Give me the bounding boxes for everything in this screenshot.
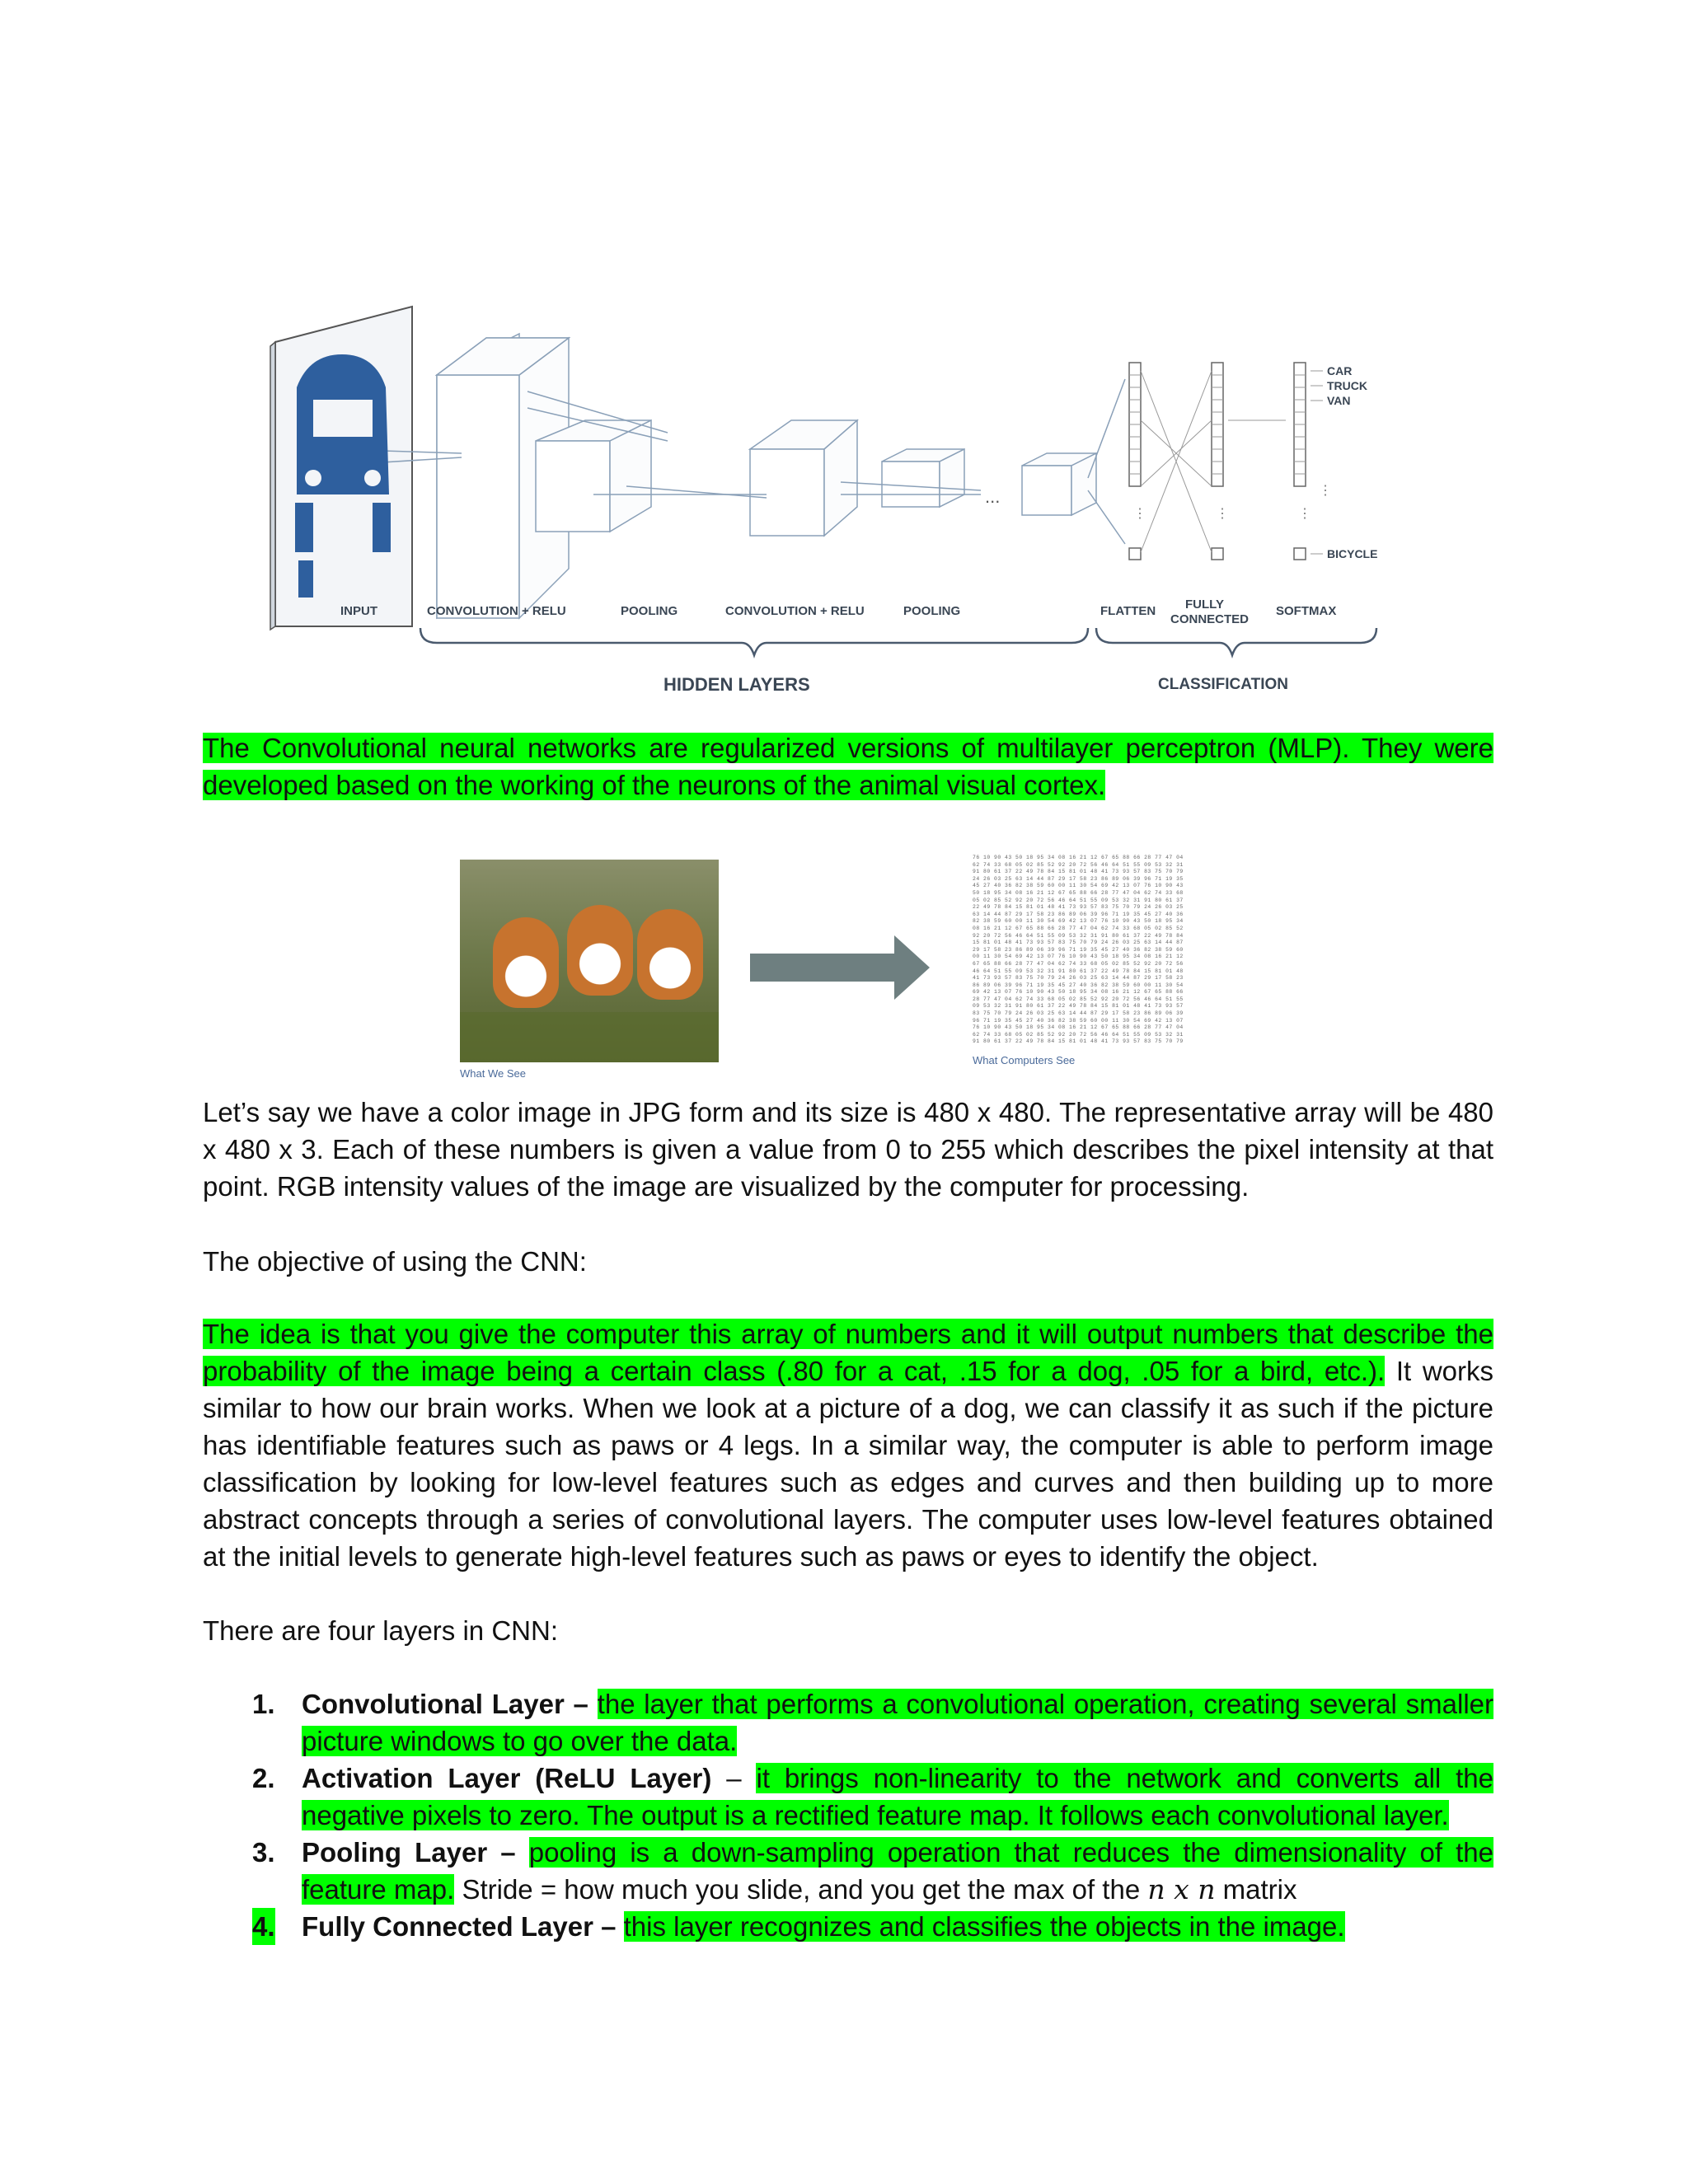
matrix-size-math: n x n (1147, 1873, 1216, 1905)
objective-heading: The objective of using the CNN: (203, 1246, 587, 1277)
layer-term: Pooling Layer – (302, 1837, 516, 1868)
layer-term: Convolutional Layer – (302, 1689, 588, 1719)
list-number: 2. (252, 1763, 275, 1793)
layer-term: Fully Connected Layer – (302, 1911, 617, 1942)
image-vs-array-figure (457, 845, 1282, 1092)
output-label-truck: TRUCK (1327, 379, 1367, 392)
objective-paragraph (203, 1315, 1493, 1575)
cnn-architecture-diagram (264, 297, 1434, 717)
list-item (203, 1760, 1493, 1834)
stride-text-end: matrix (1215, 1874, 1297, 1905)
label-input: INPUT (340, 604, 377, 618)
objective-rest-text: It works similar to how our brain works. When we look at a picture of a dog, we can classify it as such if the picture has identifiable features such as paws or 4 legs. In a similar way, the computer is able to perform image classification by looking for low-level features such as edges and curves and then building up to more abstract concepts through a series of convolutional layers. The computer uses low-level features obtained at the initial levels to generate high-level features such as paws or eyes to identify the object. (203, 1356, 1493, 1572)
cnn-architecture-figure (264, 297, 1434, 717)
output-label-van: VAN (1327, 394, 1351, 407)
cnn-layers-list (203, 1685, 1493, 1945)
group-label-classification: CLASSIFICATION (1158, 676, 1288, 693)
output-label-car: CAR (1327, 364, 1353, 377)
label-conv-relu-1: CONVOLUTION + RELU (427, 604, 566, 618)
corgi-photo (460, 860, 719, 1062)
output-label-bicycle: BICYCLE (1327, 547, 1378, 560)
pixel-value-array: 76 10 90 43 50 18 95 34 08 16 21 12 67 65 88 66 28 77 47 04 62 74 33 68 05 02 85 52 92 20 72 56 46 64 51 55 09 53 32 31 91 80 61 37 22 49 78 84 15 81 01 48 41 73 93 57 83 75 70 79 24 26 03 25 63 14 44 87 29 17 58 23 86 89 06 39 96 71 19 35 45 27 40 36 82 38 59 60 00 11 30 54 69 42 13 07 76 10 90 43 50 18 95 34 08 16 21 12 67 65 88 66 28 77 47 04 62 74 33 68 05 02 85 52 92 20 72 56 46 64 51 55 09 53 32 31 91 80 61 37 22 49 78 84 15 81 01 48 41 73 93 57 83 75 70 79 24 26 03 25 63 14 44 87 29 17 58 23 86 89 06 39 96 71 19 35 45 27 40 36 82 38 59 60 00 11 30 54 69 42 13 07 76 10 90 43 50 18 95 34 08 16 21 12 67 65 88 66 28 77 47 04 62 74 33 68 05 02 85 52 92 20 72 56 46 64 51 55 09 53 32 31 91 80 61 37 22 49 78 84 15 81 01 48 41 73 93 57 83 75 70 79 24 26 03 25 63 14 44 87 29 17 58 23 86 89 06 39 96 71 19 35 45 27 40 36 82 38 59 60 00 11 30 54 69 42 13 07 76 10 90 43 50 18 95 34 08 16 21 12 67 65 88 66 28 77 47 04 62 74 33 68 05 02 85 52 92 20 72 56 46 64 51 55 09 53 32 31 91 80 61 37 22 49 78 84 15 81 01 48 41 73 93 57 83 75 70 79 24 26 03 25 63 14 44 87 29 17 58 23 86 89 06 39 96 71 19 35 45 27 40 36 82 38 59 60 00 11 30 54 69 42 13 07 76 10 90 43 50 18 95 34 08 16 21 12 67 65 88 66 28 77 47 04 62 74 33 68 05 02 85 52 92 20 72 56 46 64 51 55 09 53 32 31 91 80 61 37 22 49 78 84 15 81 01 48 41 73 93 57 83 75 70 79 24 26 03 25 63 14 44 87 29 17 58 23 86 89 06 39 96 71 19 35 45 27 40 36 82 38 59 60 00 11 30 54 69 42 13 07 76 10 90 43 50 18 95 34 08 16 21 12 67 65 88 66 28 77 47 04 62 74 33 68 05 02 85 52 92 20 72 56 46 64 51 55 09 53 32 31 91 80 61 37 22 49 78 84 15 81 01 48 41 73 93 57 83 75 70 79 (973, 855, 1184, 1045)
image-array-paragraph: Let’s say we have a color image in JPG form and its size is 480 x 480. The representative array will be 480 x 480 x 3. Each of these numbers is given a value from 0 to 255 which describes the pixel intensity at that point. RGB intensity values of the image are visualized by the computer for processing. (203, 1097, 1493, 1202)
list-item (203, 1908, 1493, 1945)
caption-what-we-see: What We See (460, 1067, 526, 1080)
layer-dash: – (711, 1763, 742, 1793)
objective-highlight-text: The idea is that you give the computer this array of numbers and it will output numbers that describe the probability of the image being a certain class (.80 for a cat, .15 for a dog, .05 for a bird, etc.). (203, 1319, 1493, 1386)
list-number: 4. (252, 1908, 275, 1945)
layer-term: Activation Layer (ReLU Layer) (302, 1763, 712, 1793)
svg-text:⋮: ⋮ (1298, 507, 1311, 521)
svg-text:⋮: ⋮ (1216, 507, 1229, 521)
svg-text:⋮: ⋮ (1133, 507, 1146, 521)
label-pooling-2: POOLING (903, 604, 961, 618)
label-conv-relu-2: CONVOLUTION + RELU (725, 604, 865, 618)
label-flatten: FLATTEN (1100, 604, 1156, 618)
layer-description: it brings non-linearity to the network and converts all the negative pixels to zero. The output is a rectified feature map. It follows each convolutional layer. (302, 1763, 1493, 1830)
label-fully-connected-1: FULLY (1185, 598, 1224, 612)
stride-text: Stride = how much you slide, and you get the max of the (454, 1874, 1148, 1905)
list-item (203, 1834, 1493, 1908)
four-layers-heading: There are four layers in CNN: (203, 1615, 558, 1646)
svg-text:⋮: ⋮ (1319, 484, 1332, 498)
group-label-hidden-layers: HIDDEN LAYERS (663, 674, 810, 695)
intro-paragraph (203, 729, 1493, 804)
list-item (203, 1685, 1493, 1760)
intro-highlight-text: The Convolutional neural networks are regularized versions of multilayer perceptron (MLP). They were developed based on the working of the neurons of the animal visual cortex. (203, 733, 1493, 800)
list-number: 3. (252, 1837, 275, 1868)
layer-description: the layer that performs a convolutional operation, creating several smaller picture windows to go over the data. (302, 1689, 1493, 1756)
svg-text:...: ... (985, 486, 1001, 507)
right-arrow-icon (750, 935, 931, 1001)
layer-description: pooling is a down-sampling operation that reduces the dimensionality of the feature map. (302, 1837, 1493, 1905)
list-number: 1. (252, 1689, 275, 1719)
label-softmax: SOFTMAX (1276, 604, 1337, 618)
caption-what-computers-see: What Computers See (973, 1054, 1076, 1066)
label-fully-connected-2: CONNECTED (1170, 612, 1250, 626)
layer-description: this layer recognizes and classifies the objects in the image. (623, 1911, 1345, 1942)
label-pooling-1: POOLING (621, 604, 678, 618)
